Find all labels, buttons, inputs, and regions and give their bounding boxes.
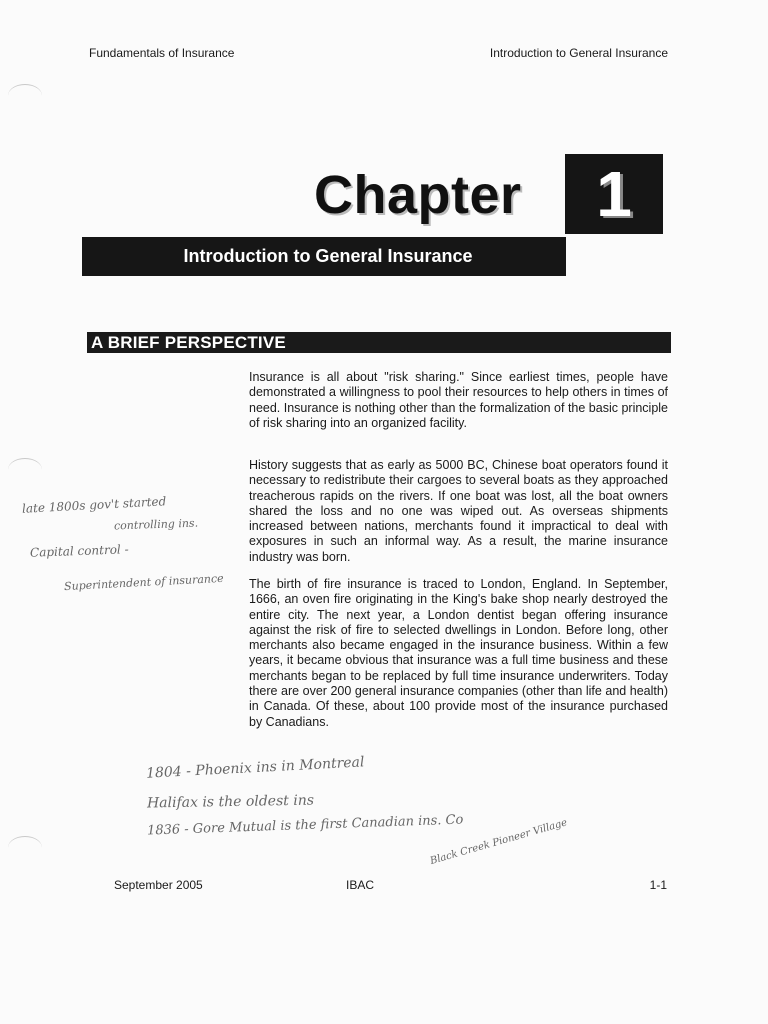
running-header-right: Introduction to General Insurance [489,46,668,60]
chapter-number: 1 [596,158,632,230]
section-title-bar [87,332,671,353]
handwritten-note: Halifax is the oldest ins [146,792,315,812]
body-paragraph: Insurance is all about "risk sharing." Since earliest times, people have demonstrated a willingness to pool their resources to help others in times of need. Insurance is nothing other than the formalization of the basic principle of risk sharing into an organized facility. [249,370,669,430]
running-header-left: Fundamentals of Insurance [89,46,235,60]
footer-org: IBAC [346,878,375,892]
body-paragraph: History suggests that as early as 5000 BC, Chinese boat operators found it necessary to redistribute their cargoes to several boats as they approached treacherous rapids on the rivers. If one boat was lost, all the boat owners shared the loss and no one was wiped out. As overseas shipments increased between nations, merchants found it impractical to deal with exposures in such an informal way. As a result, the marine insurance industry was born. [249,458,668,564]
footer-date: September 2005 [114,878,203,892]
handwritten-note: 1804 - Phoenix ins in Montreal [145,754,365,782]
body-paragraph: The birth of fire insurance is traced to London, England. In September, 1666, an oven fire originating in the King's bake shop nearly destroyed the entire city. The next year, a London dentist began offering insurance against the risk of fire to selected dwellings in London. Before long, other merchants also became engaged in the insurance business. Within a few years, it became obvious that insurance was a full time business and these merchants began to be replaced by full time insurance underwriters. Today there are over 200 general insurance companies (other than life and health) in Canada. Of these, about 100 provide most of the insurance purchased by Canadians. [249,577,668,729]
punch-hole-mark [8,84,42,107]
chapter-number-box [565,154,663,234]
punch-hole-mark [8,836,42,859]
section-title: A BRIEF PERSPECTIVE [91,332,286,352]
handwritten-note: Black Creek Pioneer Village [428,817,569,867]
footer-page-number: 1-1 [649,878,667,892]
punch-hole-mark [8,458,42,481]
handwritten-note: 1836 - Gore Mutual is the first Canadian ins. Co [146,812,464,839]
chapter-heading: Chapter [314,165,522,225]
handwritten-margin-note: Capital control - [29,542,129,560]
handwritten-margin-note: controlling ins. [113,516,199,533]
chapter-subtitle-bar [82,237,566,276]
handwritten-margin-note: Superintendent of insurance [63,571,224,594]
handwritten-margin-note: late 1800s gov't started [21,494,167,516]
chapter-subtitle: Introduction to General Insurance [183,246,473,266]
